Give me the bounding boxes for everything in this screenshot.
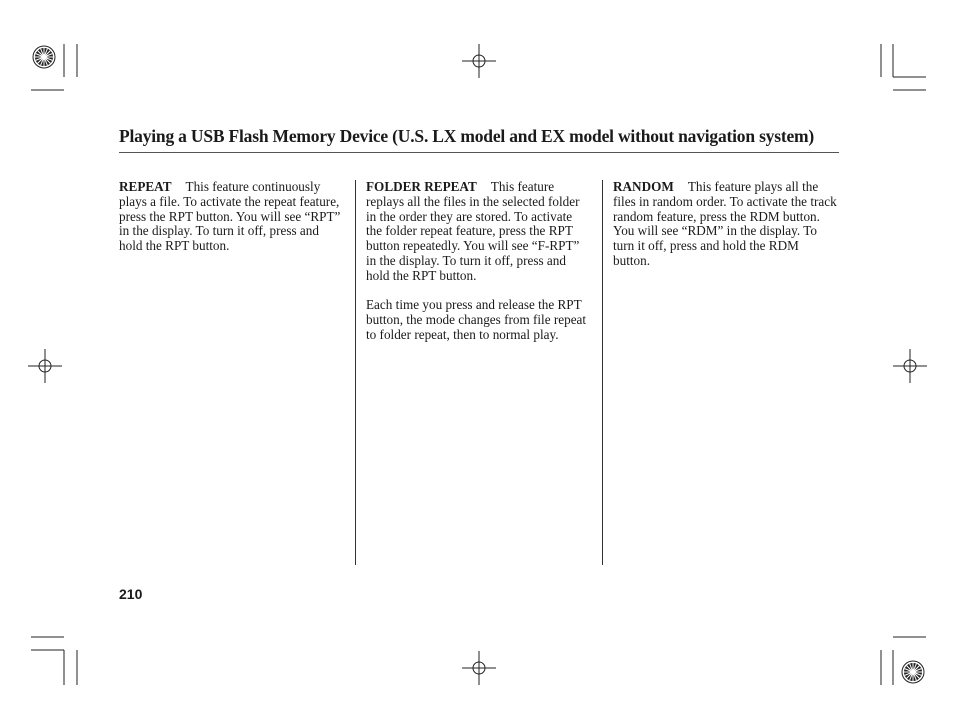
crosshair-top: [462, 44, 496, 78]
random-heading: RANDOM: [613, 179, 674, 194]
column-random: [613, 180, 838, 284]
repeat-text: This feature continuously plays a file. To activate the repeat feature, press the RPT button. You will see “RPT” in the display. To turn it off, press and hold the RPT button.: [119, 179, 341, 254]
random-paragraph: [613, 180, 838, 269]
starburst-top-left: [33, 46, 55, 68]
folder-repeat-note: Each time you press and release the RPT button, the mode changes from file repeat to folder repeat, then to normal play.: [366, 297, 587, 342]
folder-repeat-paragraph: [366, 180, 591, 284]
crop-mark-top-right: [881, 44, 926, 90]
column-folder-repeat: [366, 180, 591, 358]
title-rule: [119, 152, 839, 153]
folder-repeat-heading: FOLDER REPEAT: [366, 179, 477, 194]
crosshair-right: [893, 349, 927, 383]
crop-mark-bottom-left: [31, 637, 77, 685]
starburst-bottom-right: [902, 661, 924, 683]
random-text: This feature plays all the files in random order. To activate the track random feature, press the RDM button. You will see “RDM” in the display. To turn it off, press and hold the RDM button.: [613, 179, 837, 268]
repeat-heading: REPEAT: [119, 179, 172, 194]
page-title: Playing a USB Flash Memory Device (U.S. LX model and EX model without navigation system): [119, 126, 815, 146]
column-divider: [602, 180, 603, 565]
repeat-paragraph: [119, 180, 344, 254]
folder-repeat-text: This feature replays all the files in the selected folder in the order they are stored. To activate the folder repeat feature, press the RPT button repeatedly. You will see “F-RPT” in the display. To turn it off, press and hold the RPT button.: [366, 179, 580, 283]
page-number: 210: [119, 586, 143, 602]
column-repeat: [119, 180, 344, 269]
crosshair-bottom: [462, 651, 496, 685]
column-divider: [355, 180, 356, 565]
crosshair-left: [28, 349, 62, 383]
